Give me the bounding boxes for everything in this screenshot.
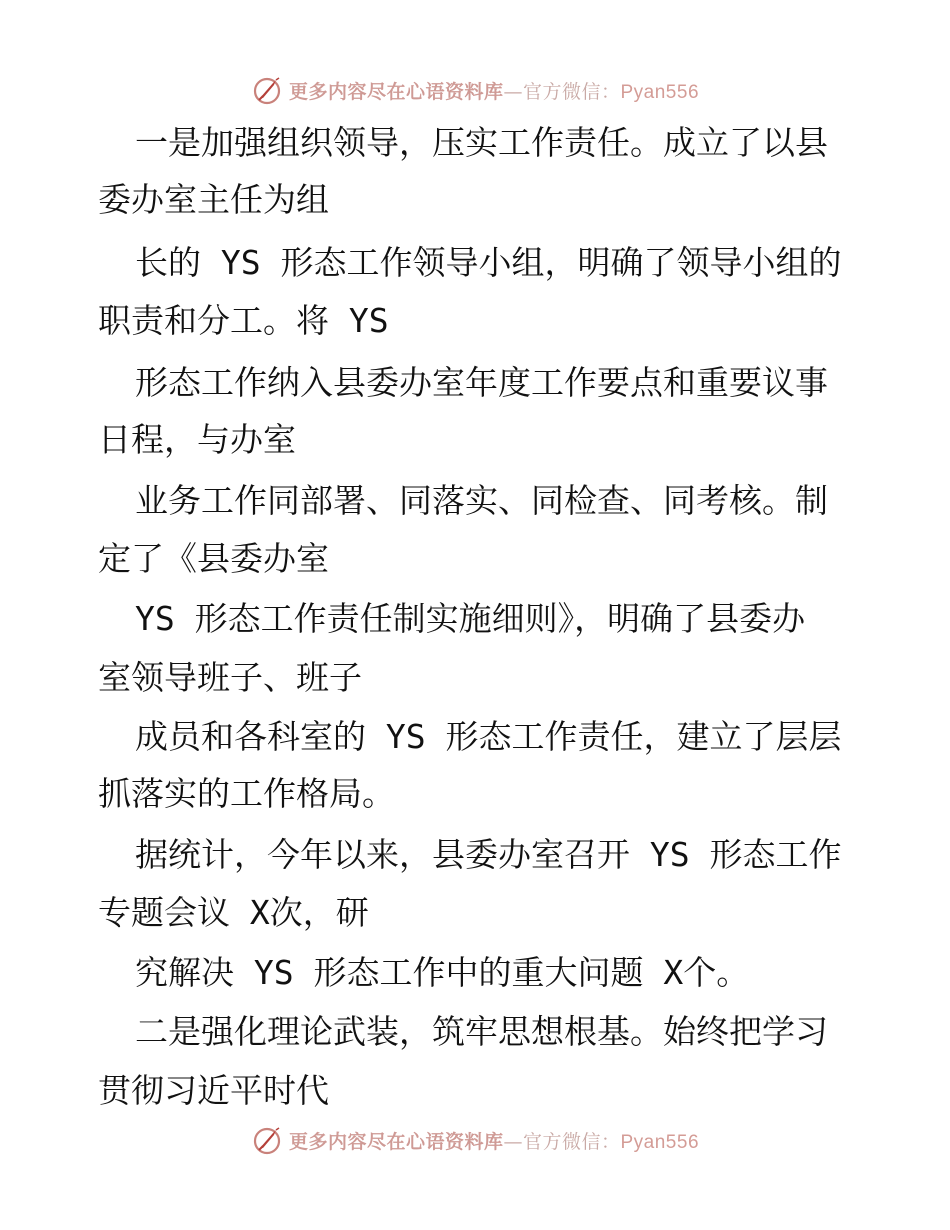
text-line: 形态工作纳入县委办室年度工作要点和重要议事 — [135, 363, 828, 402]
text-line: 据统计，今年以来，县委办室召开 YS 形态工作 — [135, 835, 842, 874]
watermark-main: 更多内容尽在心语资料库 — [288, 1130, 504, 1153]
header-watermark — [0, 70, 950, 110]
text-line: 委办室主任为组 — [98, 180, 329, 219]
watermark-contact-label: 官方微信： — [522, 80, 621, 103]
footer-watermark — [0, 1120, 950, 1160]
text-line: 贯彻习近平时代 — [98, 1071, 329, 1110]
text-line: 一是加强组织领导，压实工作责任。成立了以县 — [135, 123, 828, 162]
watermark-separator: — — [503, 1130, 523, 1153]
watermark-text — [289, 1127, 699, 1154]
text-line: 抓落实的工作格局。 — [98, 774, 395, 813]
text-line: 室领导班子、班子 — [98, 658, 362, 697]
quill-pen-logo-icon — [251, 1124, 283, 1156]
text-line: 长的 YS 形态工作领导小组，明确了领导小组的 — [135, 243, 842, 282]
text-line: 定了《县委办室 — [98, 539, 329, 578]
text-line: 日程，与办室 — [98, 420, 296, 459]
text-line: 业务工作同部署、同落实、同检查、同考核。制 — [135, 481, 828, 520]
quill-pen-logo-icon — [251, 74, 283, 106]
watermark-text — [289, 77, 699, 104]
watermark-id: Pyan556 — [620, 81, 700, 103]
watermark-separator: — — [503, 80, 523, 103]
watermark-id: Pyan556 — [620, 1131, 700, 1153]
watermark-contact-label: 官方微信： — [522, 1130, 621, 1153]
text-line: 究解决 YS 形态工作中的重大问题 X个。 — [135, 953, 750, 992]
text-line: 专题会议 X次，研 — [98, 893, 369, 932]
text-line: 职责和分工。将 YS — [98, 301, 389, 340]
watermark-main: 更多内容尽在心语资料库 — [288, 80, 504, 103]
text-line: 成员和各科室的 YS 形态工作责任，建立了层层 — [135, 717, 842, 756]
text-line: YS 形态工作责任制实施细则》，明确了县委办 — [135, 599, 806, 638]
text-line: 二是强化理论武装，筑牢思想根基。始终把学习 — [135, 1012, 828, 1051]
